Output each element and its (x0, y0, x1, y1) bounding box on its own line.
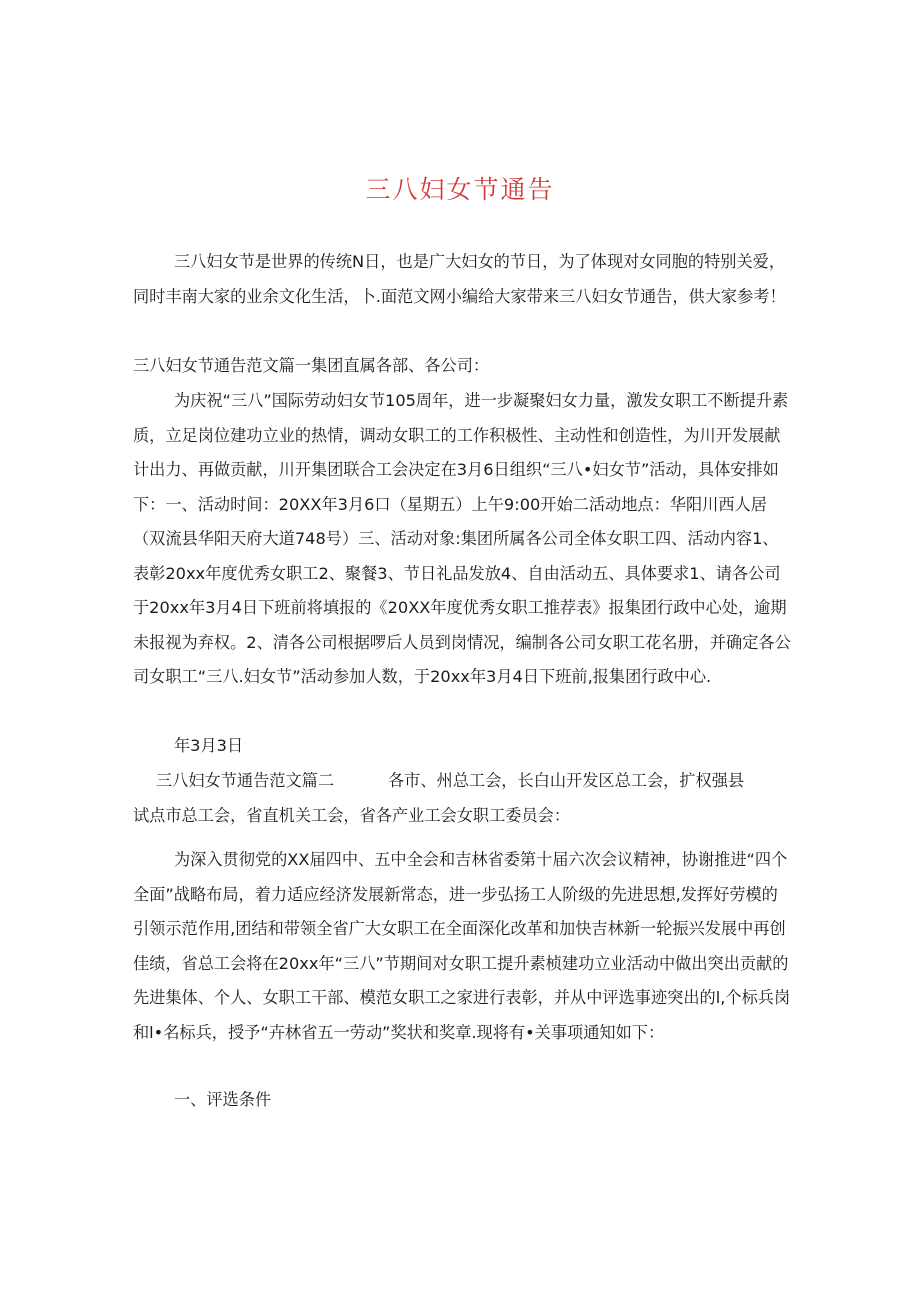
article2-heading: 三八妇女节通告范文篇二 (156, 771, 335, 790)
section-heading-criteria: 一、评选条件 (174, 1090, 272, 1109)
article1-heading: 三八妇女节通告范文篇一集团直属各部、各公司： (133, 356, 490, 375)
intro-paragraph: 三八妇女节是世界的传统N日，也是广大妇女的节日，为了体现对女同胞的特别关爱，同时丰南大家的业余文化生活，卜.面范文网小编给大家带来三八妇女节通告，供大家参考！ (133, 252, 786, 306)
article1-body: 为庆祝“三八”国际劳动妇女节105周年，进一步凝聚妇女力量，激发女职工不断提升素质，立足岗位建功立业的热情，调动女职工的工作积极性、主动性和创造性，为川开发展献计出力、再做贡献，川开集团联合工会决定在3月6日组织“三八•妇女节”活动，具体安排如下：一、活动时间：20XX年3月6口（星期五）上午9:00开始二活动地点：华阳川西人居（双流县华阳天府大道748号）三、活动对象:集团所属各公司全体女职工四、活动内容1、表彰20xx年度优秀女职工2、聚餐3、节日礼品发放4、自由活动五、具体要求1、请各公司于20xx年3月4日下班前将填报的《20XX年度优秀女职工推荐表》报集团行政中心处，逾期未报视为弃权。2、清各公司根据啰后人员到岗情况，编制各公司女职工花名册，并确定各公司女职工“三八.妇女节”活动参加人数，于20xx年3月4日下班前,报集团行政中心. (133, 391, 791, 686)
article2-body: 为深入贯彻党的XX届四中、五中全会和吉林省委第十届六次会议精神，协谢推进“四个全面”战略布局，着力适应经济发展新常态，进一步弘扬工人阶级的先进思想,发挥好劳模的引领示范作用,团结和带领全省广大女职工在全面深化改革和加快吉林新一轮振兴发展中再创佳绩，省总工会将在20xx年“三八”节期间对女职工提升素桢建功立业活动中做出突出贡献的先进集体、个人、女职工干部、模范女职工之家进行表彰，并从中评选事迹突出的l,个标兵岗和l•名标兵，授予“卉林省五一劳动”奖状和奖章.现将有•关事项通知如下： (133, 850, 791, 1042)
page-title: 三八妇女节通告 (365, 175, 555, 204)
article2-recipients-line2: 试点市总工会，省直机关工会，省各产业工会女职工委员会： (133, 806, 571, 825)
article2-recipients-line1: 各市、州总工会，长白山开发区总工会，扩权强县 (388, 771, 745, 790)
article1-date: 年3月3日 (174, 736, 244, 755)
